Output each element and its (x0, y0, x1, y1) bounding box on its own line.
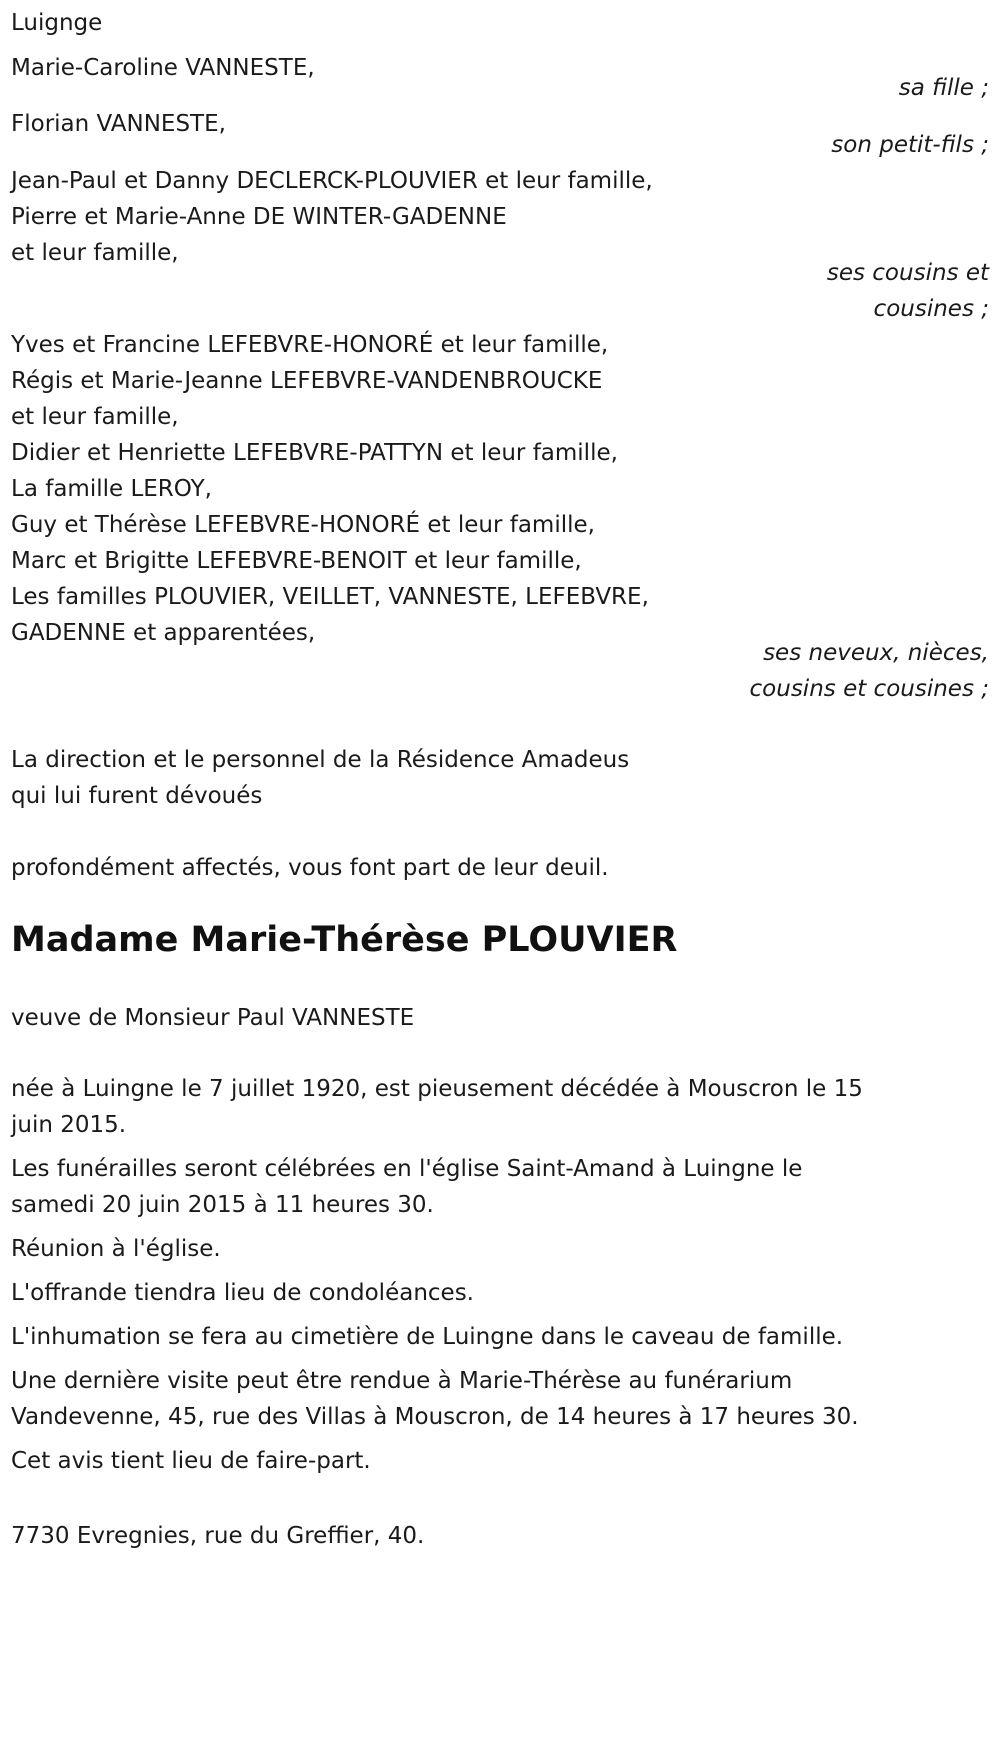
family-name-line: et leur famille, (11, 404, 179, 430)
detail-visit: Une dernière visite peut être rendue à Marie-Thérèse au funérarium Vandevenne, 45, rue des Villas à Mouscron, de 14 heures à 17 heures 30. (11, 1368, 859, 1430)
details-block (11, 1071, 891, 1479)
family-name-line: Les familles PLOUVIER, VEILLET, VANNESTE, LEFEBVRE, (11, 584, 649, 610)
detail-burial: L'inhumation se fera au cimetière de Luingne dans le caveau de famille. (11, 1324, 844, 1350)
family-name-line: Jean-Paul et Danny DECLERCK-PLOUVIER et leur famille, (11, 168, 653, 194)
family-group-nephews (11, 327, 881, 651)
announcement (11, 850, 881, 886)
village-header (11, 5, 881, 41)
village-name: Luignge (11, 10, 103, 36)
announcement-text: profondément affectés, vous font part de leur deuil. (11, 855, 609, 881)
family-name-line: qui lui furent dévoués (11, 783, 263, 809)
family-name-line: Didier et Henriette LEFEBVRE-PATTYN et leur famille, (11, 440, 618, 466)
relation-nephews: ses neveux, nièces, cousins et cousines ; (749, 640, 989, 702)
family-name-line: Florian VANNESTE, (11, 111, 226, 137)
family-name-line: Pierre et Marie-Anne DE WINTER-GADENNE (11, 204, 507, 230)
relation-cousins: ses cousins et cousines ; (826, 260, 989, 322)
address (11, 1518, 881, 1554)
family-name-line: et leur famille, (11, 240, 179, 266)
detail-meeting: Réunion à l'église. (11, 1236, 221, 1262)
detail-birth-death: née à Luingne le 7 juillet 1920, est pieusement décédée à Mouscron le 15 juin 2015. (11, 1076, 863, 1138)
family-name-line: Guy et Thérèse LEFEBVRE-HONORÉ et leur famille, (11, 512, 595, 538)
address-text: 7730 Evregnies, rue du Greffier, 40. (11, 1523, 425, 1549)
deceased-name: Madame Marie-Thérèse PLOUVIER (11, 920, 678, 960)
family-group-daughter (11, 50, 881, 86)
widow-of-text: veuve de Monsieur Paul VANNESTE (11, 1005, 415, 1031)
family-name-line: La famille LEROY, (11, 476, 212, 502)
family-name-line: Marc et Brigitte LEFEBVRE-BENOIT et leur famille, (11, 548, 582, 574)
detail-funeral: Les funérailles seront célébrées en l'église Saint-Amand à Luingne le samedi 20 juin 2015 à 11 heures 30. (11, 1156, 803, 1218)
widow-of (11, 1000, 881, 1036)
family-group-residence (11, 742, 881, 814)
relation-grandson: son petit-fils ; (831, 132, 989, 158)
family-name-line: Yves et Francine LEFEBVRE-HONORÉ et leur famille, (11, 332, 609, 358)
family-name-line: Marie-Caroline VANNESTE, (11, 55, 315, 81)
detail-offering: L'offrande tiendra lieu de condoléances. (11, 1280, 474, 1306)
family-name-line: La direction et le personnel de la Résidence Amadeus (11, 747, 630, 773)
family-group-grandson (11, 106, 881, 142)
family-name-line: Régis et Marie-Jeanne LEFEBVRE-VANDENBROUCKE (11, 368, 603, 394)
relation-daughter: sa fille ; (898, 75, 989, 101)
detail-notice: Cet avis tient lieu de faire-part. (11, 1448, 371, 1474)
family-name-line: GADENNE et apparentées, (11, 620, 316, 646)
